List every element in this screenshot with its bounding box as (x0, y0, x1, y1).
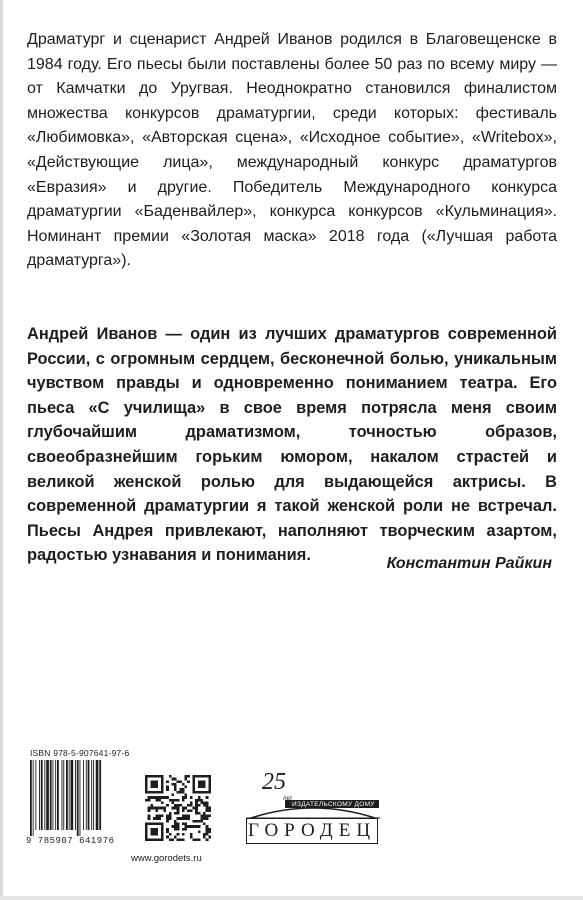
logo-anniversary-number: 25 (262, 769, 286, 795)
logo-tagline: ИЗДАТЕЛЬСКОМУ ДОМУ (292, 801, 375, 808)
author-bio: Драматург и сценарист Андрей Иванов родился в Благовещенске в 1984 году. Его пьесы были поставлены более 50 раз по всему миру — от Камчатки до Уругвая. Неоднократно становился финалистом множества конкурсов драматургии, среди которых: фестиваль «Любимовка», «Авторская сцена», «Исходное событие», «Writebox», «Действующие лица», международный конкурс драматургов «Евразия» и другие. Победитель Международного конкурса драматургии «Баденвайлер», конкурса конкурсов «Кульминация». Номинант премии «Золотая маска» 2018 года («Лучшая работа драматурга»). (27, 31, 557, 270)
quote-author: Константин Райкин (386, 555, 552, 572)
page-edge (0, 0, 3, 900)
barcode-digits: 9 785907 641976 (26, 836, 115, 846)
publisher-website: www.gorodets.ru (131, 853, 202, 864)
isbn-label: ISBN 978-5-907641-97-6 (30, 748, 130, 758)
qr-code (145, 775, 211, 841)
barcode (28, 760, 128, 836)
review-quote: Андрей Иванов — один из лучших драматургов современной России, с огромным сердцем, бесконечной болью, уникальным чувством правды и одновременно пониманием театра. Его пьеса «С училища» в свое время потрясла меня своим глубочайшим драматизмом, точностью образов, своеобразнейшим горьким юмором, накалом страстей и великой женской ролью для выдающейся актрисы. В современной драматургии я такой женской роли не встречал. Пьесы Андрея привлекают, наполняют творческим азартом, радостью узнавания и понимания. (27, 325, 557, 565)
page-edge (0, 896, 583, 900)
logo-publisher-name: ГОРОДЕЦ (246, 818, 378, 844)
logo-years-label: лет (283, 796, 293, 802)
